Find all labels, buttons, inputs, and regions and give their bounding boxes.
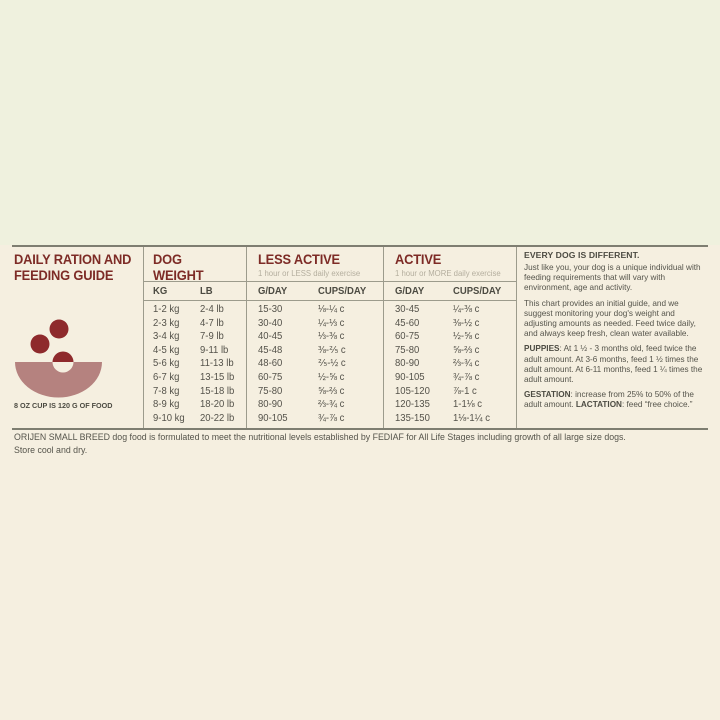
info-paragraph-1: Just like you, your dog is a unique individual with feeding requirements that will vary with environment, age and activity.: [524, 263, 701, 293]
cell-active-gday: 45-60: [395, 317, 420, 329]
kibble-icon: [31, 335, 50, 354]
less-active-subtitle: 1 hour or LESS daily exercise: [258, 269, 361, 278]
col-header-less-gday: G/DAY: [258, 286, 288, 297]
active-title: ACTIVE: [395, 251, 442, 267]
col-header-active-cupsday: CUPS/DAY: [453, 286, 502, 297]
cell-active-gday: 135-150: [395, 412, 430, 424]
column-active-gday: [395, 303, 430, 425]
footer-line2: Store cool and dry.: [14, 444, 88, 455]
cell-less-gday: 90-105: [258, 412, 288, 424]
weight-title-line2: WEIGHT: [153, 266, 204, 283]
column-kg: [153, 303, 185, 425]
cell-active-cups: 1⅛-1¼ c: [453, 412, 490, 424]
gestation-text: : increase from 25% to 50% of the adult amount.: [524, 390, 694, 410]
active-subtitle: 1 hour or MORE daily exercise: [395, 269, 501, 278]
cell-lb: 18-20 lb: [200, 399, 235, 411]
cell-kg: 6-7 kg: [153, 371, 180, 383]
cell-less-cups: ¾-⅞ c: [318, 412, 345, 424]
cell-less-cups: ¼-⅓ c: [318, 317, 345, 329]
footer-line1: ORIJEN SMALL BREED dog food is formulated to meet the nutritional levels established by FEDIAF for All Life Stages including growth of all large size dogs.: [14, 432, 626, 442]
cell-kg: 9-10 kg: [153, 412, 185, 424]
cell-active-cups: ¼-⅜ c: [453, 304, 480, 315]
info-paragraph-puppies: [524, 344, 708, 385]
divider-left: [143, 247, 144, 428]
column-less-gday: [258, 303, 288, 425]
cell-active-cups: ¾-⅞ c: [453, 371, 480, 383]
cell-less-cups: ⅜-⅖ c: [318, 344, 346, 356]
weight-section-title: [153, 252, 203, 283]
cell-active-gday: 90-105: [395, 371, 425, 383]
cell-active-cups: ⅝-⅔ c: [453, 344, 480, 356]
food-bowl-illustration: [13, 300, 105, 402]
cell-active-gday: 80-90: [395, 358, 420, 370]
info-paragraph-gestation-lactation: [524, 390, 708, 410]
column-active-cupsday: [453, 303, 490, 425]
cell-less-gday: 80-90: [258, 399, 283, 411]
cell-less-gday: 45-48: [258, 344, 283, 356]
cell-kg: 1-2 kg: [153, 304, 180, 315]
info-heading: EVERY DOG IS DIFFERENT.: [524, 250, 640, 260]
cell-kg: 5-6 kg: [153, 358, 180, 370]
cell-active-cups: ⅜-½ c: [453, 317, 480, 329]
top-background-band: [0, 0, 720, 245]
cell-active-gday: 30-45: [395, 304, 420, 315]
cell-less-cups: ⅝-⅔ c: [318, 385, 345, 397]
cell-less-gday: 40-45: [258, 331, 283, 343]
col-header-lb: LB: [200, 286, 213, 297]
footer-note: [14, 431, 714, 456]
divider-weight-less: [246, 247, 247, 428]
kibble-on-rim-icon: [53, 352, 74, 363]
guide-title: [14, 252, 131, 283]
cell-kg: 3-4 kg: [153, 331, 180, 343]
cell-kg: 4-5 kg: [153, 344, 180, 356]
cell-less-gday: 60-75: [258, 371, 283, 383]
guide-title-line1: DAILY RATION AND: [14, 251, 132, 267]
gestation-label: GESTATION: [524, 390, 571, 400]
col-header-less-cupsday: CUPS/DAY: [318, 286, 367, 297]
header-underline: [143, 300, 516, 301]
divider-less-active: [383, 247, 384, 428]
col-header-active-gday: G/DAY: [395, 286, 425, 297]
cell-less-gday: 48-60: [258, 358, 283, 370]
lactation-label: LACTATION: [575, 400, 622, 410]
cell-active-cups: 1-1⅛ c: [453, 399, 483, 411]
cell-less-gday: 75-80: [258, 385, 283, 397]
puppies-label: PUPPIES: [524, 344, 560, 354]
cell-less-cups: ⅛-¼ c: [318, 304, 345, 315]
cell-lb: 11-13 lb: [200, 358, 234, 370]
col-header-kg: KG: [153, 286, 168, 297]
column-lb: [200, 303, 234, 425]
lactation-text: : feed “free choice.”: [621, 400, 693, 410]
divider-active-info: [516, 247, 517, 428]
cell-lb: 4-7 lb: [200, 317, 224, 329]
cell-lb: 7-9 lb: [200, 331, 224, 343]
cell-active-gday: 60-75: [395, 331, 420, 343]
cell-kg: 7-8 kg: [153, 385, 180, 397]
cell-active-cups: ⅞-1 c: [453, 385, 477, 397]
cell-lb: 9-11 lb: [200, 344, 229, 356]
puppies-text: : At 1 ½ - 3 months old, feed twice the adult amount. At 3-6 months, feed 1 ½ times the adult amount. At 6-11 months, feed 1 ¼ times the adult amount.: [524, 344, 703, 385]
cell-lb: 2-4 lb: [200, 304, 224, 315]
cell-less-cups: ⅖-½ c: [318, 358, 346, 370]
less-active-title: LESS ACTIVE: [258, 251, 340, 267]
cell-less-cups: ⅓-⅜ c: [318, 331, 345, 343]
cell-active-gday: 120-135: [395, 399, 430, 411]
cup-measure-note: 8 OZ CUP IS 120 G OF FOOD: [14, 401, 113, 410]
weight-title-line1: DOG: [153, 251, 182, 267]
cell-active-cups: ½-⅝ c: [453, 331, 480, 343]
cell-lb: 15-18 lb: [200, 385, 235, 397]
cell-less-gday: 30-40: [258, 317, 283, 329]
cell-less-gday: 15-30: [258, 304, 283, 315]
top-rule: [12, 245, 708, 247]
cell-less-cups: ½-⅝ c: [318, 371, 345, 383]
cell-active-gday: 75-80: [395, 344, 420, 356]
column-less-cupsday: [318, 303, 346, 425]
info-paragraph-2: This chart provides an initial guide, and we suggest monitoring your dog's weight and adjusting amounts as needed. Feed twice daily, and always keep fresh, clean water available.: [524, 298, 696, 339]
bottom-rule: [12, 428, 708, 430]
info-column: [524, 250, 708, 416]
cell-lb: 13-15 lb: [200, 371, 235, 383]
cell-lb: 20-22 lb: [200, 412, 235, 424]
cell-kg: 8-9 kg: [153, 399, 180, 411]
kibble-icon: [50, 320, 69, 339]
cell-less-cups: ⅔-¾ c: [318, 399, 345, 411]
cell-kg: 2-3 kg: [153, 317, 180, 329]
cell-active-gday: 105-120: [395, 385, 430, 397]
guide-title-line2: FEEDING GUIDE: [14, 266, 114, 283]
cell-active-cups: ⅔-¾ c: [453, 358, 480, 370]
